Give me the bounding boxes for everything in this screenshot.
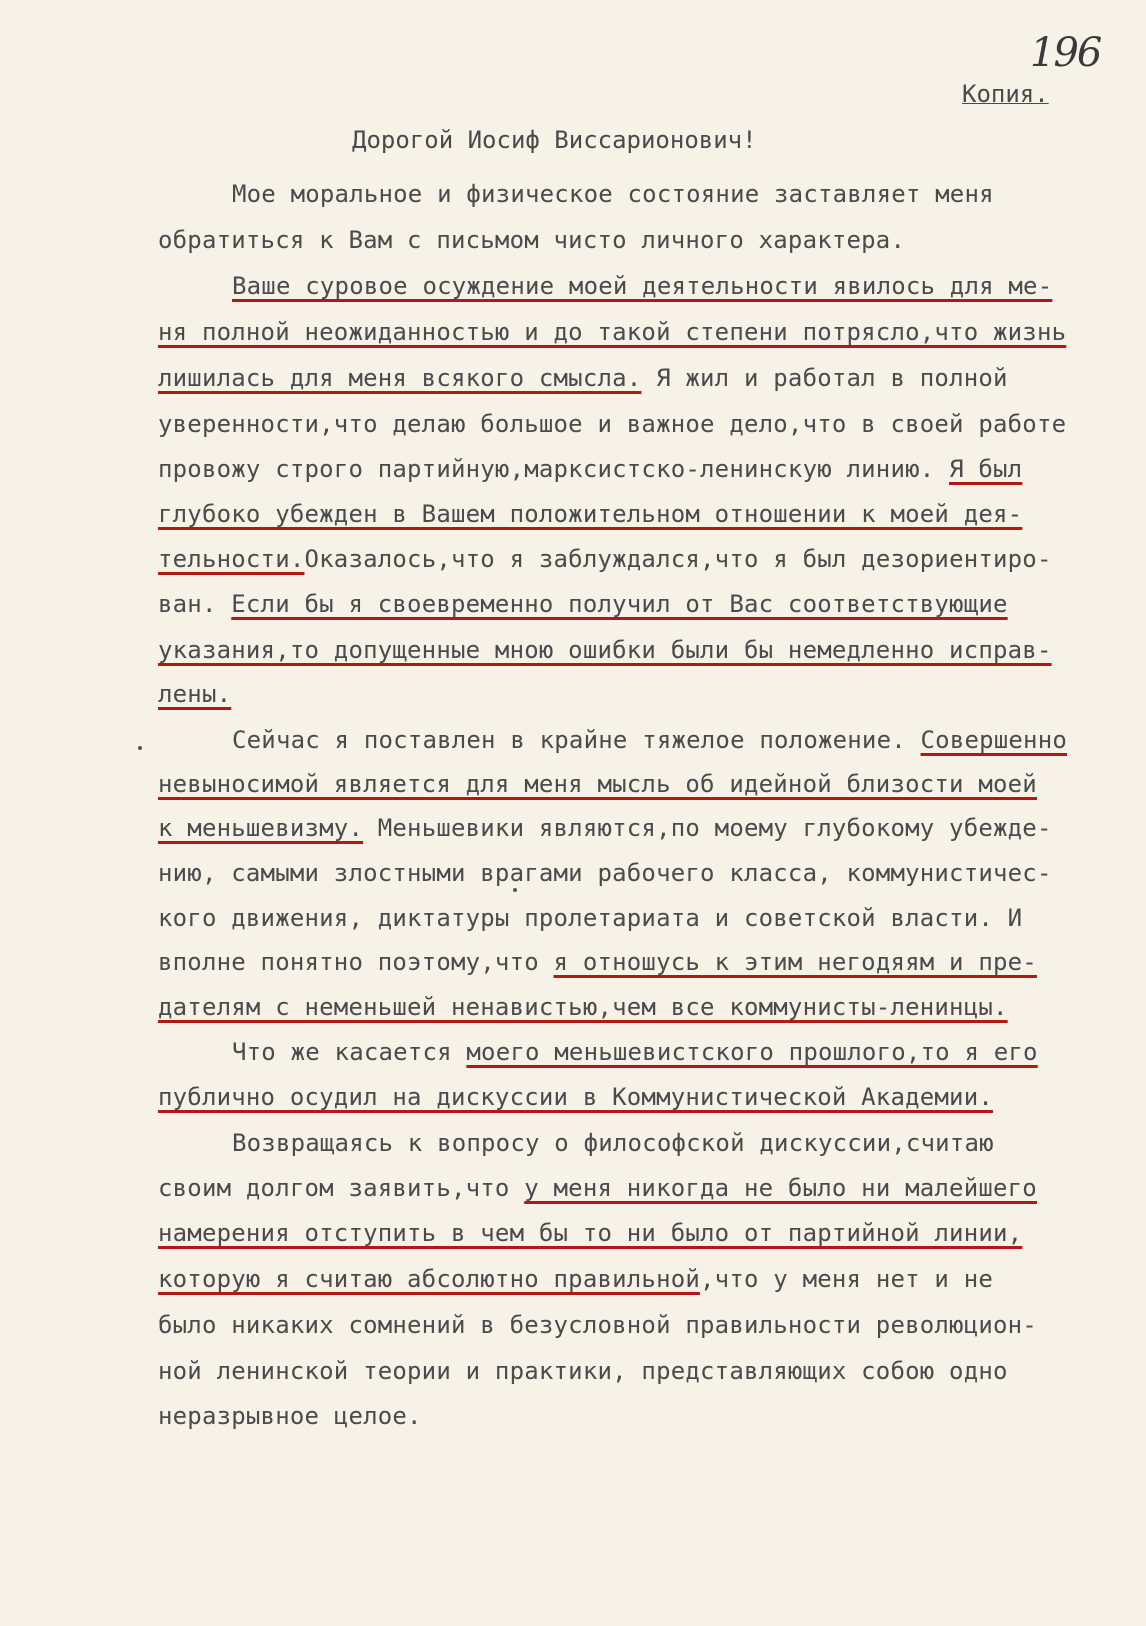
underlined-text: ня полной неожиданностью и до такой степени потрясло,что жизнь: [158, 318, 1067, 346]
letter-line: [158, 545, 1052, 573]
letter-line: [158, 1083, 993, 1111]
letter-line: [158, 1357, 1008, 1385]
line-text: кого движения, диктатуры пролетариата и советской власти. И: [158, 904, 1023, 932]
letter-line: [158, 680, 231, 708]
line-text: ,что у меня нет и не: [700, 1265, 994, 1293]
stray-mark: [513, 888, 517, 892]
letter-line: [158, 993, 1008, 1021]
line-text: Я жил и работал в полной: [641, 364, 1008, 392]
letter-line: [232, 1129, 994, 1157]
underlined-text: которую я считаю абсолютно правильной: [158, 1265, 701, 1293]
underlined-text: у меня никогда не было ни малейшего: [524, 1174, 1037, 1202]
letter-line: [158, 1265, 993, 1293]
underlined-text: лишилась для меня всякого смысла.: [158, 364, 642, 392]
letter-line: [232, 726, 1067, 754]
letter-line: [158, 410, 1066, 438]
underlined-text: тельности.: [158, 545, 305, 573]
line-text: своим долгом заявить,что: [158, 1174, 525, 1202]
letter-line: [158, 455, 1022, 483]
line-text: уверенности,что делаю большое и важное дело,что в своей работе: [158, 410, 1067, 438]
line-text: Возвращаясь к вопросу о философской дискуссии,считаю: [232, 1129, 994, 1157]
stray-mark: [138, 746, 142, 750]
page-number: 196: [1030, 30, 1101, 76]
underlined-text: Ваше суровое осуждение моей деятельности явилось для ме-: [232, 272, 1053, 300]
line-text: Меньшевики являются,по моему глубокому убежде-: [363, 814, 1052, 842]
line-text: Оказалось,что я заблуждался,что я был дезориентиро-: [304, 545, 1052, 573]
underlined-text: к меньшевизму.: [158, 814, 364, 842]
underlined-text: глубоко убежден в Вашем положительном отношении к моей дея-: [158, 500, 1023, 528]
underlined-text: невыносимой является для меня мысль об идейной близости моей: [158, 770, 1037, 798]
underlined-text: намерения отступить в чем бы то ни было от партийной линии,: [158, 1219, 1023, 1247]
underlined-text: Совершенно: [920, 726, 1068, 754]
salutation: Дорогой Иосиф Виссарионович!: [352, 126, 757, 154]
underlined-text: Если бы я своевременно получил от Вас соответствующие: [231, 590, 1008, 618]
line-text: Что же касается: [232, 1038, 467, 1066]
underlined-text: моего меньшевистского прошлого,то я его: [466, 1038, 1038, 1066]
letter-line: [158, 318, 1066, 346]
line-text: обратиться к Вам с письмом чисто личного характера.: [158, 226, 906, 254]
letter-line: [158, 1219, 1022, 1247]
line-text: ной ленинской теории и практики, представляющих собою одно: [158, 1357, 1008, 1385]
letter-line: [158, 814, 1052, 842]
letter-line: [232, 180, 994, 208]
line-text: провожу строго партийную,марксистско-ленинскую линию.: [158, 455, 950, 483]
letter-line: [232, 272, 1052, 300]
letter-line: [158, 948, 1037, 976]
line-text: было никаких сомнений в безусловной правильности революцион-: [158, 1311, 1037, 1339]
underlined-text: публично осудил на дискуссии в Коммунистической Академии.: [158, 1083, 994, 1111]
underlined-text: указания,то допущенные мною ошибки были бы немедленно исправ-: [158, 636, 1052, 664]
letter-line: [158, 770, 1037, 798]
letter-line: [158, 226, 905, 254]
line-text: ван.: [158, 590, 232, 618]
line-text: Сейчас я поставлен в крайне тяжелое положение.: [232, 726, 921, 754]
letter-line: [158, 500, 1022, 528]
line-text: Мое моральное и физическое состояние заставляет меня: [232, 180, 994, 208]
letter-line: [158, 636, 1052, 664]
underlined-text: дателям с неменьшей ненавистью,чем все коммунисты-ленинцы.: [158, 993, 1008, 1021]
letter-line: [158, 1311, 1037, 1339]
line-text: неразрывное целое.: [158, 1402, 422, 1430]
letter-line: [158, 590, 1008, 618]
letter-line: [158, 1174, 1037, 1202]
line-text: нию, самыми злостными врагами рабочего класса, коммунистичес-: [158, 859, 1052, 887]
letter-line: [232, 1038, 1038, 1066]
line-text: вполне понятно поэтому,что: [158, 948, 554, 976]
copy-mark: Копия.: [962, 80, 1049, 108]
underlined-text: лены.: [158, 680, 232, 708]
underlined-text: Я был: [949, 455, 1023, 483]
letter-line: [158, 364, 1008, 392]
underlined-text: я отношусь к этим негодяям и пре-: [553, 948, 1037, 976]
letter-line: [158, 904, 1022, 932]
letter-line: [158, 859, 1052, 887]
letter-line: [158, 1402, 422, 1430]
